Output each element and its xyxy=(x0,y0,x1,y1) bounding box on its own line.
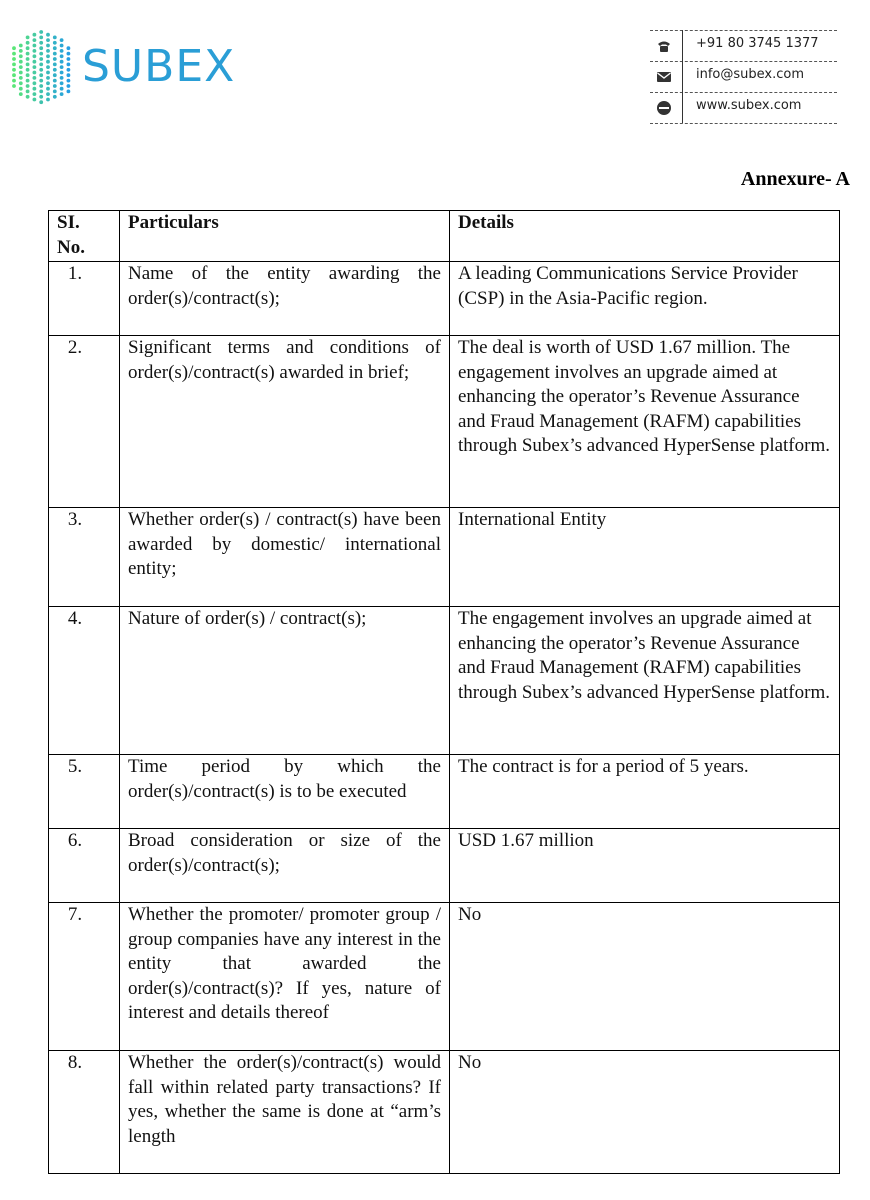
row-particulars: Name of the entity awarding the order(s)/contract(s); xyxy=(120,262,450,336)
globe-icon xyxy=(656,100,672,116)
annexure-title: Annexure- A xyxy=(740,168,850,190)
row-number: 7. xyxy=(49,903,120,1051)
table-row xyxy=(49,755,840,829)
hexagon-dots-logo-icon xyxy=(10,28,74,106)
table-row xyxy=(49,508,840,607)
table-row xyxy=(49,903,840,1051)
row-particulars: Whether the order(s)/contract(s) would fall within related party transactions? If yes, whether the same is done at “arm’s length xyxy=(120,1051,450,1174)
contact-block xyxy=(650,30,837,124)
row-number: 8. xyxy=(49,1051,120,1174)
contact-website[interactable]: www.subex.com xyxy=(696,98,802,113)
contact-row-phone xyxy=(650,30,837,61)
row-number: 2. xyxy=(49,336,120,508)
contact-row-email xyxy=(650,61,837,92)
table-row xyxy=(49,829,840,903)
table-row xyxy=(49,607,840,755)
row-details: The contract is for a period of 5 years. xyxy=(450,755,840,829)
table-row xyxy=(49,262,840,336)
row-particulars: Nature of order(s) / contract(s); xyxy=(120,607,450,755)
contact-row-web xyxy=(650,92,837,123)
row-particulars: Time period by which the order(s)/contract(s) is to be executed xyxy=(120,755,450,829)
row-details: The deal is worth of USD 1.67 million. The engagement involves an upgrade aimed at enhancing the operator’s Revenue Assurance and Fraud Management (RAFM) capabilities through Subex’s advanced HyperSense platform. xyxy=(450,336,840,508)
contact-phone[interactable]: +91 80 3745 1377 xyxy=(696,36,819,51)
mail-icon xyxy=(656,69,672,85)
row-number: 1. xyxy=(49,262,120,336)
row-details: USD 1.67 million xyxy=(450,829,840,903)
header-sl-no: SI. No. xyxy=(49,211,120,262)
row-details: The engagement involves an upgrade aimed at enhancing the operator’s Revenue Assurance and Fraud Management (RAFM) capabilities through Subex’s advanced HyperSense platform. xyxy=(450,607,840,755)
row-particulars: Whether the promoter/ promoter group / group companies have any interest in the entity that awarded the order(s)/contract(s)? If yes, nature of interest and details thereof xyxy=(120,903,450,1051)
header-particulars: Particulars xyxy=(120,211,450,262)
order-details-table xyxy=(48,210,840,1174)
row-details: A leading Communications Service Provider (CSP) in the Asia-Pacific region. xyxy=(450,262,840,336)
row-particulars: Whether order(s) / contract(s) have been awarded by domestic/ international entity; xyxy=(120,508,450,607)
row-details: No xyxy=(450,903,840,1051)
phone-icon xyxy=(656,38,672,54)
row-number: 3. xyxy=(49,508,120,607)
row-particulars: Broad consideration or size of the order(s)/contract(s); xyxy=(120,829,450,903)
table-header-row xyxy=(49,211,840,262)
row-number: 6. xyxy=(49,829,120,903)
row-number: 4. xyxy=(49,607,120,755)
table-row xyxy=(49,336,840,508)
row-details: International Entity xyxy=(450,508,840,607)
table-row xyxy=(49,1051,840,1174)
row-details: No xyxy=(450,1051,840,1174)
brand-name: SUBEX xyxy=(82,41,236,92)
subex-logo xyxy=(10,28,255,108)
row-particulars: Significant terms and conditions of order(s)/contract(s) awarded in brief; xyxy=(120,336,450,508)
contact-email[interactable]: info@subex.com xyxy=(696,67,805,82)
header-details: Details xyxy=(450,211,840,262)
row-number: 5. xyxy=(49,755,120,829)
